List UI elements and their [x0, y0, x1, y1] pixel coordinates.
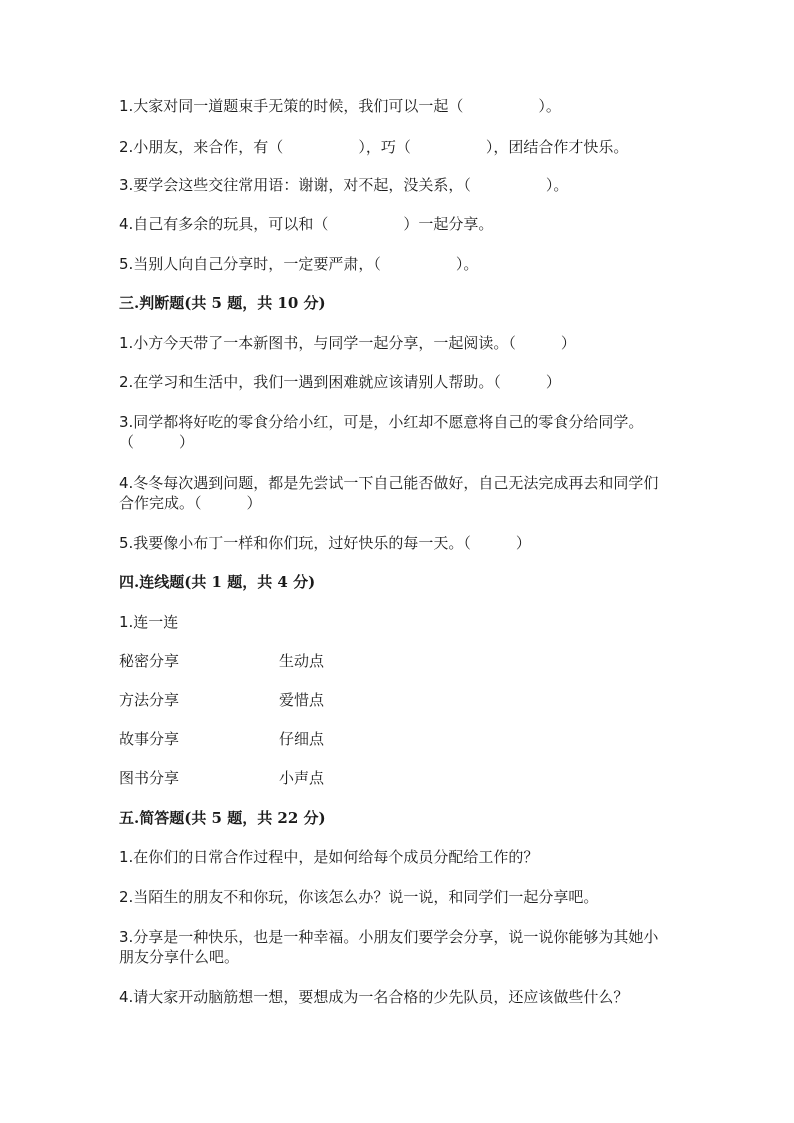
match-right-item: 生动点 [279, 652, 325, 670]
judge-section-heading: 三.判断题(共 5 题，共 10 分) [119, 294, 326, 312]
short-answer-section-heading: 五.简答题(共 5 题，共 22 分) [119, 809, 326, 827]
judge-question-1: 1.小方今天带了一本新图书，与同学一起分享，一起阅读。（ ） [119, 334, 576, 352]
match-left-item: 方法分享 [119, 691, 180, 709]
match-right-item: 爱惜点 [279, 691, 325, 709]
fill-in-question-1: 1.大家对同一道题束手无策的时候，我们可以一起（ ）。 [119, 97, 561, 115]
fill-in-question-2: 2.小朋友，来合作，有（ ），巧（ ），团结合作才快乐。 [119, 138, 629, 156]
match-section-heading: 四.连线题(共 1 题，共 4 分) [119, 573, 316, 591]
judge-question-3: 3.同学都将好吃的零食分给小红，可是，小红却不愿意将自己的零食分给同学。（ ） [119, 413, 644, 451]
match-prompt: 1.连一连 [119, 613, 179, 631]
judge-question-5: 5.我要像小布丁一样和你们玩，过好快乐的每一天。（ ） [119, 534, 531, 552]
match-left-item: 秘密分享 [119, 652, 180, 670]
match-right-item: 小声点 [279, 769, 325, 787]
judge-question-4: 4.冬冬每次遇到问题，都是先尝试一下自己能否做好，自己无法完成再去和同学们合作完成。（ ） [119, 474, 659, 512]
short-answer-question-4: 4.请大家开动脑筋想一想，要想成为一名合格的少先队员，还应该做些什么？ [119, 988, 629, 1006]
match-right-item: 仔细点 [279, 730, 325, 748]
judge-question-2: 2.在学习和生活中，我们一遇到困难就应该请别人帮助。（ ） [119, 373, 561, 391]
match-left-item: 故事分享 [119, 730, 180, 748]
match-left-item: 图书分享 [119, 769, 180, 787]
fill-in-question-3: 3.要学会这些交往常用语：谢谢，对不起，没关系，（ ）。 [119, 176, 569, 194]
short-answer-question-2: 2.当陌生的朋友不和你玩，你该怎么办？说一说，和同学们一起分享吧。 [119, 888, 599, 906]
short-answer-question-1: 1.在你们的日常合作过程中，是如何给每个成员分配给工作的？ [119, 848, 539, 866]
fill-in-question-5: 5.当别人向自己分享时，一定要严肃，（ ）。 [119, 255, 479, 273]
short-answer-question-3: 3.分享是一种快乐，也是一种幸福。小朋友们要学会分享，说一说你能够为其她小朋友分享什么吧。 [119, 928, 659, 966]
fill-in-question-4: 4.自己有多余的玩具，可以和（ ）一起分享。 [119, 215, 494, 233]
